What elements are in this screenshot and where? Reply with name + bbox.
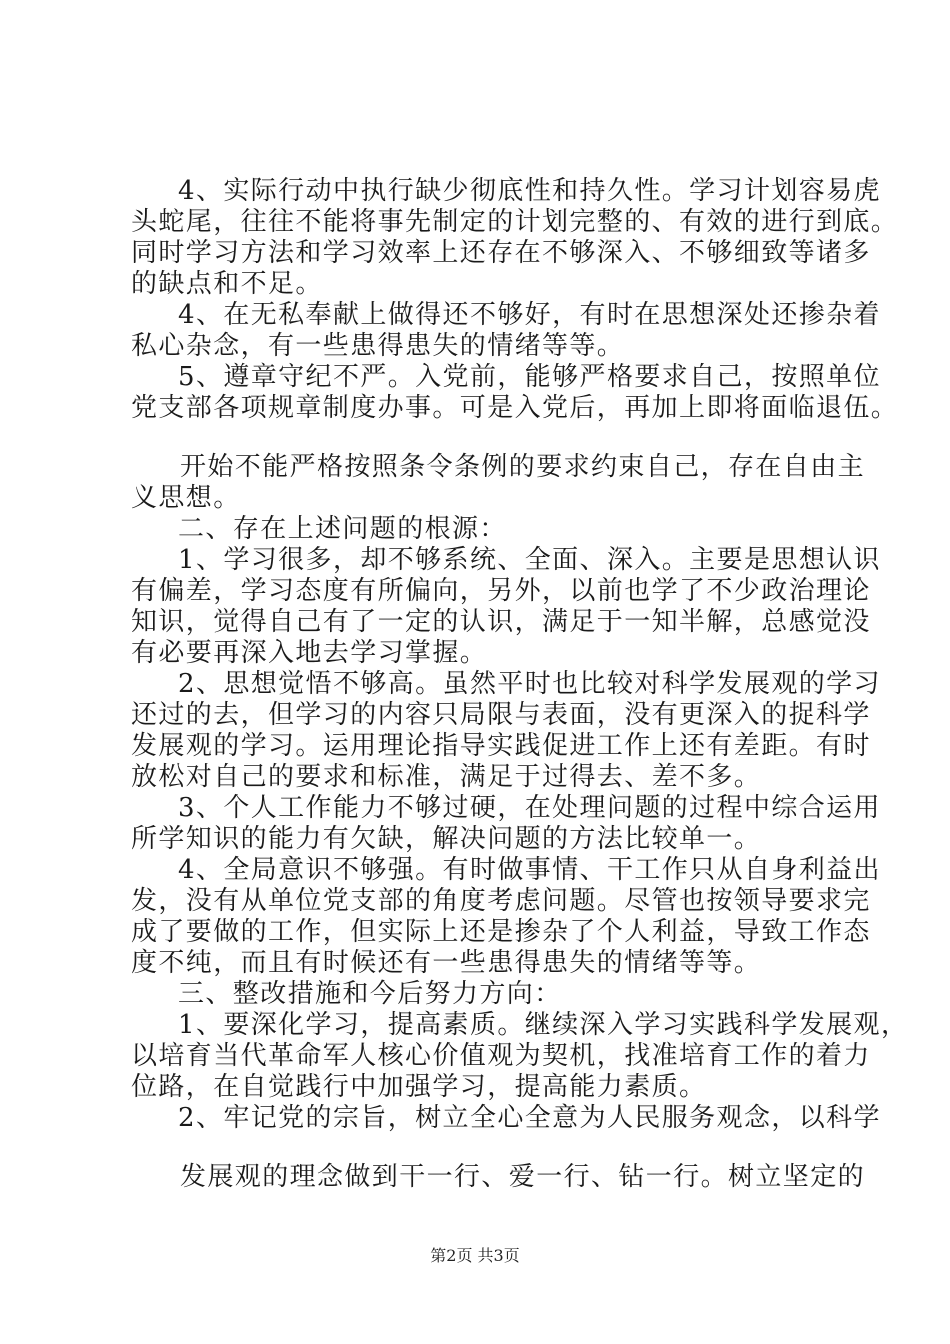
paragraph-line: 以培育当代革命军人核心价值观为契机，找准培育工作的着力 [131,1041,871,1071]
paragraph-line: 党支部各项规章制度办事。可是入党后，再加上即将面临退伍。 [131,393,899,423]
paragraph-line: 发展观的理念做到干一行、爱一行、钻一行。树立坚定的 [180,1162,866,1192]
paragraph-line: 3、个人工作能力不够过硬，在处理问题的过程中综合运用 [178,793,881,823]
paragraph-line: 放松对自己的要求和标准，满足于过得去、差不多。 [131,762,762,792]
paragraph-line: 知识，觉得自己有了一定的认识，满足于一知半解，总感觉没 [131,607,871,637]
section-heading: 三、整改措施和今后努力方向： [178,979,562,1009]
paragraph-line: 2、思想觉悟不够高。虽然平时也比较对科学发展观的学习 [178,669,881,699]
paragraph-line: 4、在无私奉献上做得还不够好，有时在思想深处还掺杂着 [178,300,881,330]
paragraph-line: 发，没有从单位党支部的角度考虑问题。尽管也按领导要求完 [131,886,871,916]
paragraph-line: 的缺点和不足。 [131,269,323,299]
page-number-footer: 第2页 共3页 [430,1246,520,1265]
paragraph-line: 1、学习很多，却不够系统、全面、深入。主要是思想认识 [178,545,881,575]
paragraph-line: 头蛇尾，往往不能将事先制定的计划完整的、有效的进行到底。 [131,207,899,237]
paragraph-line: 还过的去，但学习的内容只局限与表面，没有更深入的捉科学 [131,700,871,730]
paragraph-line: 所学知识的能力有欠缺，解决问题的方法比较单一。 [131,824,762,854]
paragraph-line: 有必要再深入地去学习掌握。 [131,638,488,668]
paragraph-line: 私心杂念，有一些患得患失的情绪等等。 [131,331,625,361]
paragraph-line: 2、牢记党的宗旨，树立全心全意为人民服务观念，以科学 [178,1103,881,1133]
paragraph-line: 5、遵章守纪不严。入党前，能够严格要求自己，按照单位 [178,362,881,392]
paragraph-line: 位路，在自觉践行中加强学习，提高能力素质。 [131,1072,707,1102]
paragraph-line: 1、要深化学习，提高素质。继续深入学习实践科学发展观， [178,1010,909,1040]
paragraph-line: 4、实际行动中执行缺少彻底性和持久性。学习计划容易虎 [178,176,881,206]
paragraph-line: 同时学习方法和学习效率上还存在不够深入、不够细致等诸多 [131,238,871,268]
paragraph-line: 义思想。 [131,483,241,513]
paragraph-line: 有偏差，学习态度有所偏向，另外，以前也学了不少政治理论 [131,576,871,606]
paragraph-line: 成了要做的工作，但实际上还是掺杂了个人利益，导致工作态 [131,917,871,947]
paragraph-line: 度不纯，而且有时候还有一些患得患失的情绪等等。 [131,948,762,978]
paragraph-line: 开始不能严格按照条令条例的要求约束自己，存在自由主 [180,452,866,482]
section-heading: 二、存在上述问题的根源： [178,514,507,544]
paragraph-line: 发展观的学习。运用理论指导实践促进工作上还有差距。有时 [131,731,871,761]
paragraph-line: 4、全局意识不够强。有时做事情、干工作只从自身利益出 [178,855,881,885]
